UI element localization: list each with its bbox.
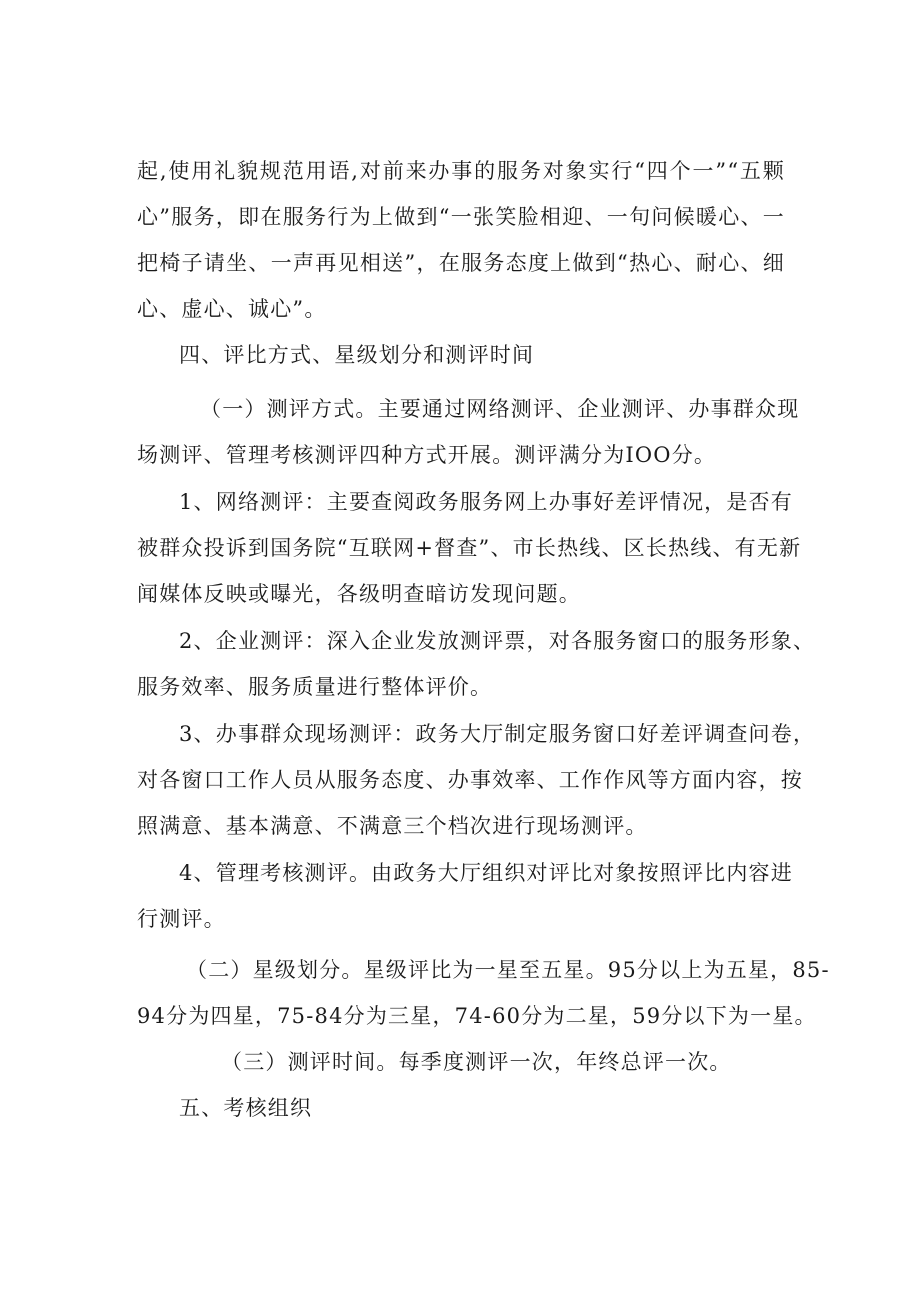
paragraph-line: 照满意、基本满意、不满意三个档次进行现场测评。 [137, 814, 648, 838]
paragraph-line: 行测评。 [137, 907, 226, 931]
section-heading: 四、评比方式、星级划分和测评时间 [179, 343, 535, 367]
paragraph-line: （一）测评方式。主要通过网络测评、企业测评、办事群众现 [200, 397, 800, 421]
paragraph-line: 4、管理考核测评。由政务大厅组织对评比对象按照评比内容进 [179, 861, 793, 885]
paragraph-line: 对各窗口工作人员从服务态度、办事效率、工作作风等方面内容，按 [137, 768, 803, 792]
paragraph-line: 2、企业测评：深入企业发放测评票，对各服务窗口的服务形象、 [179, 629, 816, 653]
paragraph-line: （三）测评时间。每季度测评一次，年终总评一次。 [221, 1050, 732, 1074]
paragraph-line: 3、办事群众现场测评：政务大厅制定服务窗口好差评调查问卷， [179, 722, 816, 746]
paragraph-line: 闻媒体反映或曝光，各级明查暗访发现问题。 [137, 582, 581, 606]
paragraph-line: 1、网络测评：主要查阅政务服务网上办事好差评情况，是否有 [179, 490, 793, 514]
section-heading: 五、考核组织 [179, 1096, 313, 1120]
paragraph-line: 被群众投诉到国务院“互联网+督查”、市长热线、区长热线、有无新 [137, 536, 802, 560]
paragraph-line: 心、虚心、诚心”。 [137, 297, 327, 321]
paragraph-line: （二）星级划分。星级评比为一星至五星。95分以上为五星，85- [186, 958, 830, 982]
paragraph-line: 心”服务，即在服务行为上做到“一张笑脸相迎、一句问候暖心、一 [137, 205, 785, 229]
paragraph-line: 把椅子请坐、一声再见相送”，在服务态度上做到“热心、耐心、细 [137, 251, 785, 275]
paragraph-line: 场测评、管理考核测评四种方式开展。测评满分为IOO分。 [137, 443, 717, 467]
paragraph-line: 服务效率、服务质量进行整体评价。 [137, 675, 493, 699]
paragraph-line: 起,使用礼貌规范用语,对前来办事的服务对象实行“四个一”“五颗 [137, 159, 785, 183]
paragraph-line: 94分为四星，75-84分为三星，74-60分为二星，59分以下为一星。 [137, 1004, 817, 1028]
